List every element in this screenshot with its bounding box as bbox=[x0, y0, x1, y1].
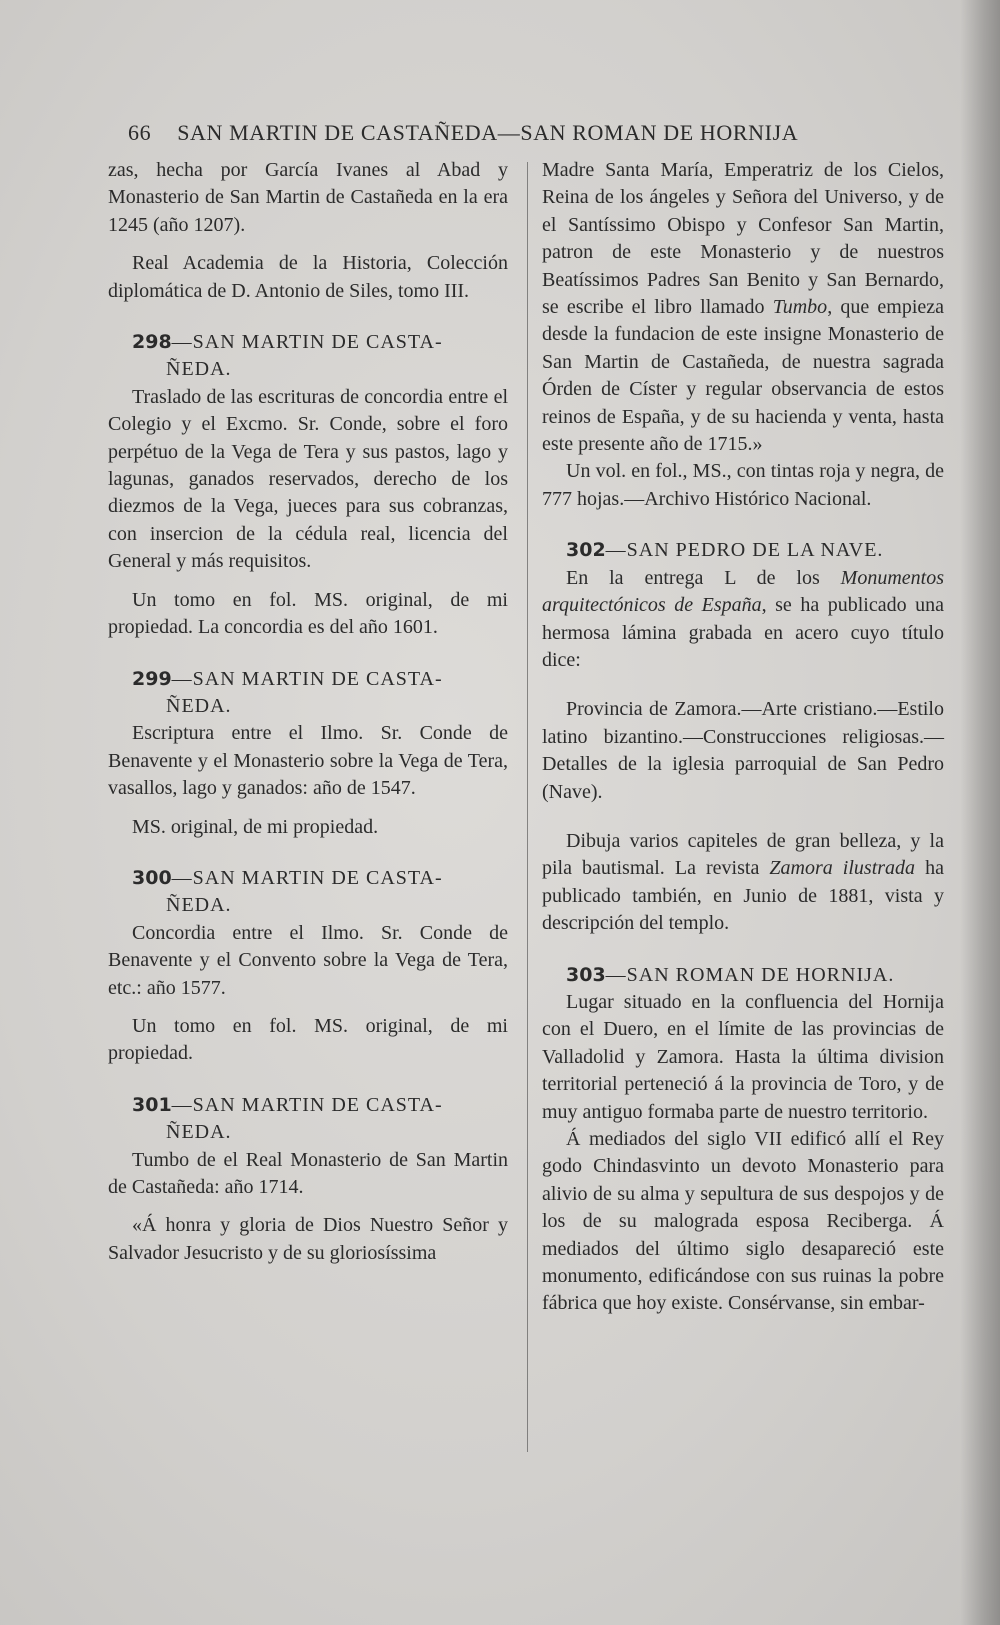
entry-heading bbox=[108, 865, 508, 920]
quote-continuation-block bbox=[542, 157, 944, 513]
entry-number: 299 bbox=[132, 667, 172, 690]
entry-303 bbox=[542, 962, 944, 1318]
note-text: Dibuja varios capiteles de gran belleza, y la pila bautismal. La revista bbox=[542, 829, 944, 880]
intro-note: Real Academia de la Historia, Colección diplomática de D. Antonio de Siles, tomo III. bbox=[108, 252, 508, 302]
column-divider bbox=[527, 162, 528, 1452]
body-text: En la entrega L de los bbox=[566, 566, 841, 589]
entry-title-cont: ÑEDA. bbox=[166, 694, 232, 717]
body-text-end: , se ha publicado una hermosa lámina grabada en acero cuyo título dice: bbox=[542, 594, 945, 671]
entry-title: —SAN MARTIN DE CASTA- bbox=[171, 331, 443, 354]
entry-note bbox=[542, 828, 944, 938]
entry-body: Concordia entre el Ilmo. Sr. Conde de Benavente y el Convento sobre la Vega de Tera, etc.: año 1577. bbox=[108, 921, 508, 999]
entry-number: 303 bbox=[566, 963, 606, 986]
entry-number: 302 bbox=[566, 539, 606, 562]
entry-number: 301 bbox=[132, 1093, 172, 1116]
entry-body bbox=[542, 565, 944, 675]
intro-text: zas, hecha por García Ivanes al Abad y Monasterio de San Martin de Castañeda en la era 1245 (año 1207). bbox=[108, 159, 508, 236]
entry-heading bbox=[108, 1092, 508, 1147]
entry-298 bbox=[108, 329, 508, 641]
entry-300 bbox=[108, 865, 508, 1068]
entry-heading bbox=[542, 537, 944, 564]
entry-body: Escriptura entre el Ilmo. Sr. Conde de Benavente y el Monasterio sobre la Vega de Tera, vasallos, lago y ganados: año de 1547. bbox=[108, 722, 508, 800]
running-header bbox=[128, 120, 888, 146]
quote-italic: Tumbo bbox=[772, 296, 828, 319]
quote-text: Madre Santa María, Emperatriz de los Cielos, Reina de los ángeles y Señora del Universo, y de el Santíssimo Obispo y Confesor San Martin, patron de este Monasterio y de nuestros Beatíssimos Padres San Benito y San Bernardo, se escribe el libro llamado bbox=[542, 159, 944, 319]
entry-heading bbox=[542, 962, 944, 989]
entry-title-cont: ÑEDA. bbox=[166, 358, 232, 381]
quote-text-end: , que empieza desde la fundacion de este insigne Monasterio de San Martin de Castañeda, de nuestra sagrada Órden de Císter y regular observancia de estos reinos de España, y de su hacienda y venta, hasta este presente año de 1715.» bbox=[542, 296, 945, 456]
entry-heading bbox=[108, 666, 508, 721]
intro-entry bbox=[108, 157, 508, 305]
quoted-plate-title: Provincia de Zamora.—Arte cristiano.—Estilo latino bizantino.—Construcciones religiosas.—Detalles de la iglesia parroquial de San Pedro (Nave). bbox=[542, 698, 944, 803]
left-column bbox=[108, 157, 508, 1291]
entry-body: Traslado de las escrituras de concordia entre el Colegio y el Excmo. Sr. Conde, sobre el foro perpétuo de la Vega de Tera y sus pastos, lago y lagunas, ganados reservados, derecho de los diezmos de la Vega, jueces para sus cobranzas, con insercion de la cédula real, licencia del General y más requisitos. bbox=[108, 385, 508, 573]
page-number: 66 bbox=[128, 120, 152, 145]
entry-title: —SAN PEDRO DE LA NAVE. bbox=[605, 539, 884, 562]
entry-body: Tumbo de el Real Monasterio de San Martin de Castañeda: año 1714. bbox=[108, 1148, 508, 1198]
entry-number: 300 bbox=[132, 866, 172, 889]
entry-301 bbox=[108, 1092, 508, 1267]
body-italic: Monumentos arquitectónicos de España bbox=[542, 566, 944, 617]
entry-body-2: Á mediados del siglo VII edificó allí el Rey godo Chindasvinto un devoto Monasterio para alivio de su alma y sepultura de sus despojos y de los de su malograda esposa Reciberga. Á mediados del último siglo desapareció este monumento, edificándose con sus ruinas la pobre fábrica que hoy existe. Consérvanse, sin embar- bbox=[542, 1128, 944, 1315]
quote-continuation bbox=[542, 157, 944, 458]
right-column bbox=[542, 157, 944, 1342]
running-title: SAN MARTIN DE CASTAÑEDA—SAN ROMAN DE HORNIJA bbox=[177, 120, 799, 145]
entry-heading bbox=[108, 329, 508, 384]
entry-299 bbox=[108, 666, 508, 841]
entry-note: Un tomo en fol. MS. original, de mi propiedad. bbox=[108, 1014, 508, 1065]
entry-title: —SAN MARTIN DE CASTA- bbox=[171, 667, 443, 690]
note-italic: Zamora ilustrada bbox=[769, 857, 916, 880]
entry-title: —SAN MARTIN DE CASTA- bbox=[171, 866, 443, 889]
entry-body: Lugar situado en la confluencia del Hornija con el Duero, en el límite de las provincias de Valladolid y Zamora. Hasta la última division territorial perteneció á la provincia de Toro, y de muy antiguo formaba parte de nuestro territorio. bbox=[542, 990, 944, 1123]
note-text-end: ha publicado también, en Junio de 1881, vista y descripción del templo. bbox=[542, 857, 944, 935]
entry-quote-start: «Á honra y gloria de Dios Nuestro Señor y Salvador Jesucristo y de su gloriosíssima bbox=[108, 1214, 508, 1264]
quote-note: Un vol. en fol., MS., con tintas roja y negra, de 777 hojas.—Archivo Histórico Nacional. bbox=[542, 460, 944, 510]
entry-title-cont: ÑEDA. bbox=[166, 1121, 232, 1144]
entry-note: Un tomo en fol. MS. original, de mi propiedad. La concordia es del año 1601. bbox=[108, 588, 508, 639]
entry-title: —SAN MARTIN DE CASTA- bbox=[171, 1093, 443, 1116]
entry-title: —SAN ROMAN DE HORNIJA. bbox=[605, 963, 895, 986]
entry-note: MS. original, de mi propiedad. bbox=[132, 815, 379, 838]
entry-302 bbox=[542, 537, 944, 937]
entry-number: 298 bbox=[132, 331, 172, 354]
page-edge-shadow bbox=[960, 0, 1000, 1625]
entry-title-cont: ÑEDA. bbox=[166, 894, 232, 917]
